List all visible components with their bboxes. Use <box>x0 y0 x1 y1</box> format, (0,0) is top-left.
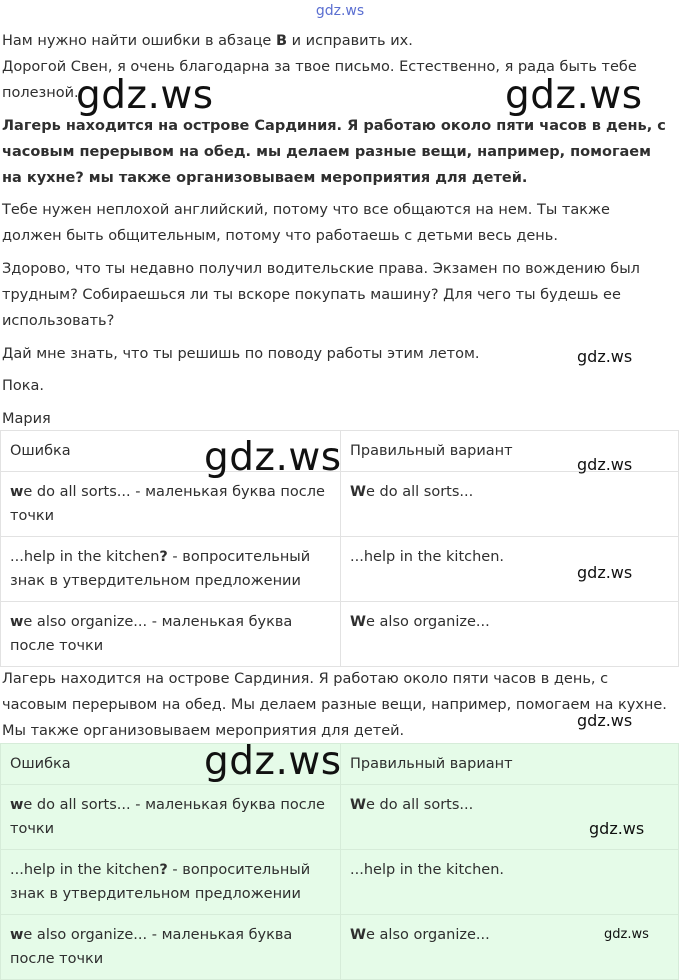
bye-line: Пока. <box>2 378 45 394</box>
error-cell: ...help in the kitchen? - вопросительный знак в утвердительном предложении <box>1 537 341 602</box>
error-cell: we do all sorts... - маленькая буква после точки <box>1 472 341 537</box>
error-cell: we also organize... - маленькая буква после точки <box>1 915 341 980</box>
header-error: Ошибка <box>1 431 341 472</box>
table-row <box>1 915 679 980</box>
intro-letter: B <box>275 33 288 49</box>
table-row <box>1 472 679 537</box>
correct-cell: We do all sorts... <box>341 785 679 850</box>
correct-cell: ...help in the kitchen. <box>341 850 679 915</box>
watermark-large: gdz.ws <box>505 73 643 118</box>
error-cell: we also organize... - маленькая буква после точки <box>1 602 341 667</box>
correct-cell: We do all sorts... <box>341 472 679 537</box>
english-paragraph: Тебе нужен неплохой английский, потому что все общаются на нем. Ты также должен быть общительным, потому что работаешь с детьми весь день. <box>2 202 610 244</box>
watermark-large: gdz.ws <box>204 739 342 784</box>
watermark-small: gdz.ws <box>577 711 633 730</box>
header-correct: Правильный вариант <box>341 744 679 785</box>
watermark-large: gdz.ws <box>204 435 342 480</box>
greeting-paragraph: Дорогой Свен, я очень благодарна за твое письмо. Естественно, я рада быть тебе полезной. <box>2 59 637 101</box>
watermark-large: gdz.ws <box>76 73 214 118</box>
error-cell: ...help in the kitchen? - вопросительный знак в утвердительном предложении <box>1 850 341 915</box>
intro-text-end: и исправить их. <box>287 33 413 49</box>
header-correct: Правильный вариант <box>341 431 679 472</box>
let-me-know-paragraph: Дай мне знать, что ты решишь по поводу работы этим летом. <box>2 346 480 362</box>
watermark-tiny: gdz.ws <box>604 927 649 942</box>
correct-cell: ...help in the kitchen. <box>341 537 679 602</box>
intro-text: Нам нужно найти ошибки в абзаце <box>2 33 276 49</box>
watermark-small: gdz.ws <box>577 563 633 582</box>
watermark-small: gdz.ws <box>577 455 633 474</box>
corrected-paragraph: Лагерь находится на острове Сардиния. Я работаю около пяти часов в день, с часовым перерывом на обед. Мы делаем разные вещи, например, помогаем на кухне. Мы также организовываем мероприятия для детей. <box>2 671 667 739</box>
intro-line <box>2 28 674 54</box>
table-row <box>1 850 679 915</box>
license-paragraph: Здорово, что ты недавно получил водительские права. Экзамен по вождению был трудным? Собираешься ли ты вскоре покупать машину? Для чего ты будешь ее использовать? <box>2 261 640 329</box>
header-error: Ошибка <box>1 744 341 785</box>
table-row <box>1 602 679 667</box>
error-cell: we do all sorts... - маленькая буква после точки <box>1 785 341 850</box>
watermark-small: gdz.ws <box>589 819 645 838</box>
watermark-small: gdz.ws <box>577 347 633 366</box>
table-row <box>1 785 679 850</box>
correct-cell: We also organize... <box>341 915 679 980</box>
correct-cell: We also organize... <box>341 602 679 667</box>
top-watermark: gdz.ws <box>315 3 365 19</box>
signature-line: Мария <box>2 411 51 427</box>
bold-paragraph: Лагерь находится на острове Сардиния. Я работаю около пяти часов в день, с часовым перерывом на обед. мы делаем разные вещи, например, помогаем на кухне? мы также организовываем мероприятия для детей. <box>2 118 666 186</box>
